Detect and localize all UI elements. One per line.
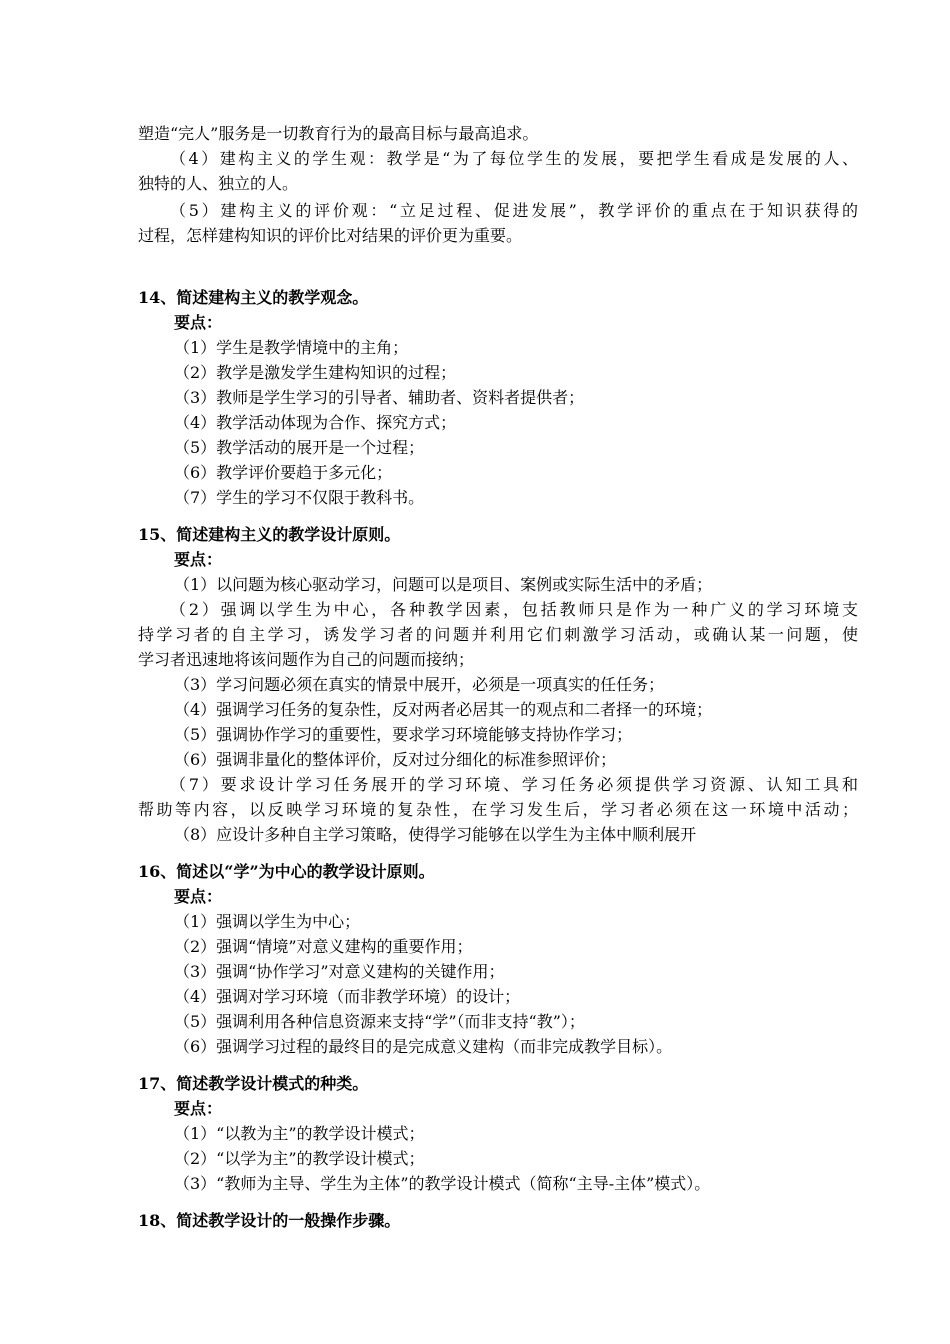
question-14-item: （7）学生的学习不仅限于教科书。 — [174, 488, 425, 507]
question-16-key-points-label: 要点： — [174, 887, 223, 906]
question-15-item: （4）强调学习任务的复杂性，反对两者必居其一的观点和二者择一的环境； — [174, 700, 713, 719]
question-14-item: （3）教师是学生学习的引导者、辅助者、资料者提供者； — [174, 388, 585, 407]
question-17-item: （1）“以教为主”的教学设计模式； — [174, 1124, 425, 1143]
question-15-item: （3）学习问题必须在真实的情景中展开，必须是一项真实的任任务； — [174, 675, 665, 694]
question-17-item: （2）“以学为主”的教学设计模式； — [174, 1149, 425, 1168]
question-16-item: （6）强调学习过程的最终目的是完成意义建构（而非完成教学目标）。 — [174, 1037, 673, 1056]
question-17-item: （3）“教师为主导、学生为主体”的教学设计模式（简称“主导-主体”模式）。 — [174, 1174, 711, 1193]
question-17-key-points-label: 要点： — [174, 1099, 223, 1118]
question-14-item: （4）教学活动体现为合作、探究方式； — [174, 413, 457, 432]
question-15-item-2-line2: 持学习者的自主学习，诱发学习者的问题并利用它们刺激学习活动，或确认某一问题，使 — [138, 625, 858, 644]
question-14-key-points-label: 要点： — [174, 313, 223, 332]
intro-paragraph-4-line2: 独特的人、独立的人。 — [138, 174, 299, 193]
question-16-item: （3）强调“协作学习”对意义建构的关键作用； — [174, 962, 505, 981]
question-16-item: （1）强调以学生为中心； — [174, 912, 361, 931]
question-15-key-points-label: 要点： — [174, 550, 223, 569]
question-18-title: 18、简述教学设计的一般操作步骤。 — [138, 1211, 401, 1230]
question-17-title: 17、简述教学设计模式的种类。 — [138, 1074, 369, 1093]
question-15-title: 15、简述建构主义的教学设计原则。 — [138, 525, 401, 544]
intro-line: 塑造“完人”服务是一切教育行为的最高目标与最高追求。 — [138, 124, 539, 143]
question-14-item: （5）教学活动的展开是一个过程； — [174, 438, 425, 457]
question-15-item-7-line1: （7）要求设计学习任务展开的学习环境、学习任务必须提供学习资源、认知工具和 — [170, 775, 858, 794]
question-16-item: （4）强调对学习环境（而非教学环境）的设计； — [174, 987, 521, 1006]
question-15-item: （8）应设计多种自主学习策略，使得学习能够在以学生为主体中顺利展开 — [174, 825, 697, 844]
question-16-item: （5）强调利用各种信息资源来支持“学”（而非支持“教”）； — [174, 1012, 585, 1031]
question-15-item-2-line1: （2）强调以学生为中心，各种教学因素，包括教师只是作为一种广义的学习环境支 — [170, 600, 858, 619]
question-15-item-7-line2: 帮助等内容，以反映学习环境的复杂性，在学习发生后，学习者必须在这一环境中活动； — [138, 800, 858, 819]
question-15-item: （6）强调非量化的整体评价，反对过分细化的标准参照评价； — [174, 750, 617, 769]
question-15-item: （5）强调协作学习的重要性，要求学习环境能够支持协作学习； — [174, 725, 633, 744]
question-14-item: （1）学生是教学情境中的主角； — [174, 338, 409, 357]
question-14-item: （2）教学是激发学生建构知识的过程； — [174, 363, 457, 382]
intro-paragraph-5-line1: （5）建构主义的评价观：“立足过程、促进发展”，教学评价的重点在于知识获得的 — [170, 201, 858, 220]
question-15-item-2-line3: 学习者迅速地将该问题作为自己的问题而接纳； — [138, 650, 475, 669]
question-14-item: （6）教学评价要趋于多元化； — [174, 463, 393, 482]
intro-paragraph-5-line2: 过程，怎样建构知识的评价比对结果的评价更为重要。 — [138, 226, 523, 245]
question-16-title: 16、简述以“学”为中心的教学设计原则。 — [138, 862, 435, 881]
question-16-item: （2）强调“情境”对意义建构的重要作用； — [174, 937, 473, 956]
question-14-title: 14、简述建构主义的教学观念。 — [138, 288, 369, 307]
intro-paragraph-4-line1: （4）建构主义的学生观：教学是“为了每位学生的发展，要把学生看成是发展的人、 — [170, 149, 858, 168]
question-15-item: （1）以问题为核心驱动学习，问题可以是项目、案例或实际生活中的矛盾； — [174, 575, 713, 594]
